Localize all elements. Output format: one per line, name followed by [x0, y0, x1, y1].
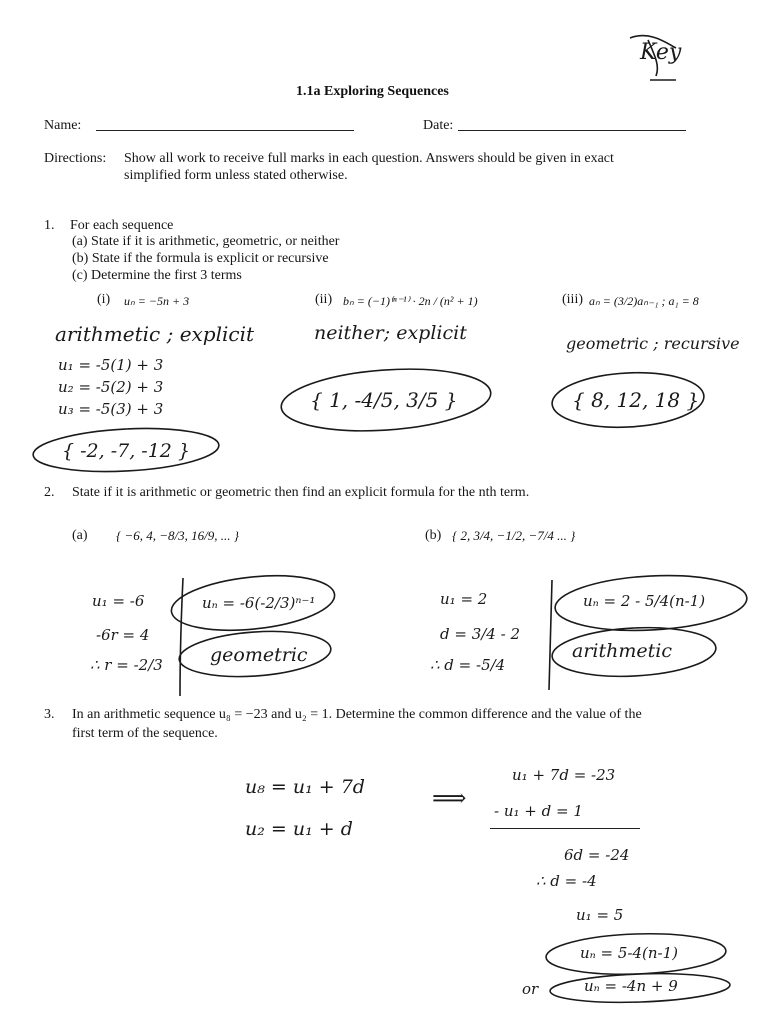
q2-b-work-1: u₁ = 2	[440, 590, 488, 608]
q1-ii-formula: bₙ = (−1)⁽ⁿ⁻¹⁾ · 2n / (n² + 1)	[343, 294, 478, 308]
q1-number: 1.	[44, 218, 55, 233]
q3-prompt-line1: In an arithmetic sequence u₈ = −23 and u₂ = 1. Determine the common difference and the value of the	[72, 707, 642, 722]
q3-prompt-line2: first term of the sequence.	[72, 726, 218, 741]
q3-answer-1: uₙ = 5-4(n-1)	[580, 944, 678, 962]
q2-a-label: (a)	[72, 528, 88, 543]
q2-a-work-3: ∴ r = -2/3	[90, 656, 163, 674]
name-label: Name:	[44, 118, 82, 133]
q1-prompt: For each sequence	[70, 218, 174, 233]
q2-a-sequence: { −6, 4, −8/3, 16/9, ... }	[116, 528, 239, 543]
q2-a-divider	[180, 578, 183, 696]
q3-result-2: ∴ d = -4	[536, 872, 597, 890]
q1-iii-answer: geometric ; recursive	[566, 334, 740, 353]
q3-system-2: - u₁ + d = 1	[494, 802, 583, 820]
q3-or-label: or	[522, 980, 539, 998]
q1-i-work-3: u₃ = -5(3) + 3	[58, 400, 164, 418]
q3-eq1: u₈ = u₁ + 7d	[245, 776, 365, 798]
q2-b-work-3: ∴ d = -5/4	[430, 656, 506, 674]
q1-i-work-1: u₁ = -5(1) + 3	[58, 356, 164, 374]
directions-line2: simplified form unless stated otherwise.	[124, 168, 348, 183]
key-mark: Key	[640, 40, 682, 65]
q3-system-1: u₁ + 7d = -23	[512, 766, 616, 784]
q1-part-c: (c) Determine the first 3 terms	[72, 268, 242, 283]
q1-ii-terms: { 1, -4/5, 3/5 }	[310, 388, 458, 412]
q2-b-formula: uₙ = 2 - 5/4(n-1)	[583, 592, 706, 610]
q2-number: 2.	[44, 485, 55, 500]
name-line	[96, 130, 354, 131]
directions-line1: Show all work to receive full marks in each question. Answers should be given in exact	[124, 151, 614, 166]
q1-i-label: (i)	[97, 292, 111, 307]
q2-b-work-2: d = 3/4 - 2	[440, 625, 520, 643]
q2-a-work-2: -6r = 4	[96, 626, 150, 644]
q3-eq2: u₂ = u₁ + d	[245, 818, 353, 840]
q1-i-answer: arithmetic ; explicit	[55, 322, 255, 346]
q1-i-formula: uₙ = −5n + 3	[124, 294, 190, 308]
date-label: Date:	[423, 118, 454, 133]
q3-result-1: 6d = -24	[564, 846, 630, 864]
q3-subtraction-line	[490, 828, 640, 829]
q2-b-label: (b)	[425, 528, 442, 543]
q2-prompt: State if it is arithmetic or geometric then find an explicit formula for the nth term.	[72, 485, 530, 500]
q2-a-type: geometric	[210, 644, 308, 666]
date-line	[458, 130, 686, 131]
q1-part-a: (a) State if it is arithmetic, geometric, or neither	[72, 234, 340, 249]
q2-b-sequence: { 2, 3/4, −1/2, −7/4 ... }	[452, 528, 576, 543]
q1-iii-formula: aₙ = (3/2)aₙ₋₁ ; a₁ = 8	[589, 294, 699, 308]
q3-answer-2: uₙ = -4n + 9	[584, 977, 678, 995]
q3-number: 3.	[44, 707, 55, 722]
q1-i-terms: { -2, -7, -12 }	[62, 440, 191, 462]
q3-implies-arrow: ⟹	[432, 784, 467, 812]
q2-b-type: arithmetic	[572, 640, 672, 662]
q1-ii-answer: neither; explicit	[314, 322, 467, 344]
q1-part-b: (b) State if the formula is explicit or recursive	[72, 251, 329, 266]
page-title: 1.1a Exploring Sequences	[296, 84, 449, 99]
q2-a-work-1: u₁ = -6	[92, 592, 145, 610]
q1-i-work-2: u₂ = -5(2) + 3	[58, 378, 164, 396]
q1-ii-label: (ii)	[315, 292, 333, 307]
q3-result-3: u₁ = 5	[576, 906, 624, 924]
q1-iii-label: (iii)	[562, 292, 583, 307]
q2-a-formula: uₙ = -6(-2/3)ⁿ⁻¹	[202, 594, 316, 612]
directions-label: Directions:	[44, 151, 107, 166]
q1-iii-terms: { 8, 12, 18 }	[572, 388, 700, 412]
q2-b-divider	[549, 580, 552, 690]
